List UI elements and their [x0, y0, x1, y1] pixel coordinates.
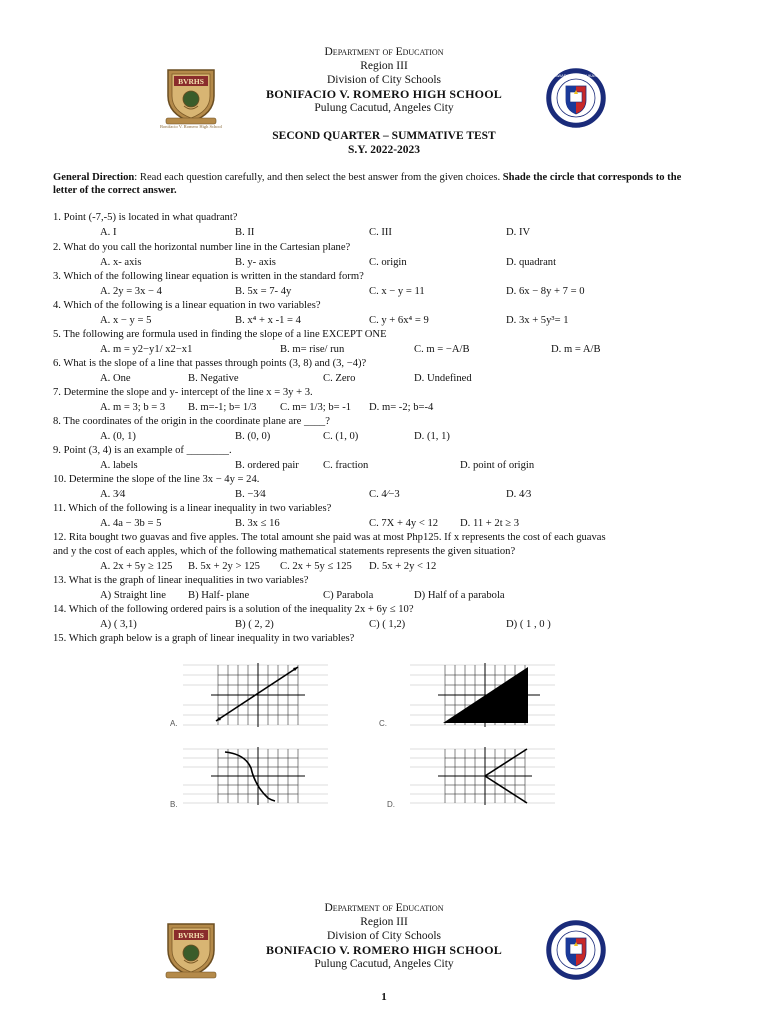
choice-13a[interactable]: A) Straight line — [100, 590, 166, 601]
direction-label: General Direction — [53, 172, 135, 183]
choice-3b[interactable]: B. 5x = 7- 4y — [235, 286, 292, 297]
choice-1a[interactable]: A. I — [100, 227, 117, 238]
choice-7b[interactable]: B. m=-1; b= 1/3 — [188, 402, 257, 413]
choice-9d[interactable]: D. point of origin — [460, 460, 535, 471]
graph-a-svg — [183, 661, 328, 729]
graph-b-label: B. — [170, 800, 178, 809]
graph-a[interactable] — [183, 661, 328, 729]
choice-4c[interactable]: C. y + 6x⁴ = 9 — [369, 315, 429, 326]
question-5: 5. The following are formula used in finding the slope of a line EXCEPT ONE — [53, 329, 387, 340]
choice-5b[interactable]: B. m= rise/ run — [280, 344, 345, 355]
question-2: 2. What do you call the horizontal number line in the Cartesian plane? — [53, 242, 351, 253]
choice-10a[interactable]: A. 3⁄4 — [100, 489, 126, 500]
school-name-bottom: BONIFACIO V. ROMERO HIGH SCHOOL — [266, 943, 502, 957]
direction-instruction: Shade the circle that corresponds to the letter of the correct answer. — [53, 172, 682, 196]
choice-1c[interactable]: C. III — [369, 227, 392, 238]
choice-4a[interactable]: A. x − y = 5 — [100, 315, 152, 326]
choice-12b[interactable]: B. 5x + 2y > 125 — [188, 561, 260, 572]
choice-11d[interactable]: D. 11 + 2t ≥ 3 — [460, 518, 520, 529]
choice-14d[interactable]: D) ( 1 , 0 ) — [506, 619, 551, 630]
choice-7a[interactable]: A. m = 3; b = 3 — [100, 402, 166, 413]
deped-ring-text: KAGAWARAN NG EDUKASYON — [546, 73, 606, 78]
choice-13d[interactable]: D) Half of a parabola — [414, 590, 505, 601]
choice-6b[interactable]: B. Negative — [188, 373, 239, 384]
school-logo-text: BVRHS — [178, 77, 204, 86]
choice-10b[interactable]: B. −3⁄4 — [235, 489, 266, 500]
deped-logo-bottom — [546, 920, 606, 980]
graph-a-label: A. — [170, 719, 178, 728]
test-title — [0, 129, 768, 157]
choice-9a[interactable]: A. labels — [100, 460, 138, 471]
choice-7c[interactable]: C. m= 1/3; b= -1 — [280, 402, 352, 413]
choice-10c[interactable]: C. 4⁄−3 — [369, 489, 400, 500]
question-6: 6. What is the slope of a line that passes through points (3, 8) and (3, −4)? — [53, 358, 367, 369]
school-logo-sub: Bonifacio V. Romero High School — [160, 124, 222, 129]
choice-2d[interactable]: D. quadrant — [506, 257, 557, 268]
choice-3a[interactable]: A. 2y = 3x − 4 — [100, 286, 162, 297]
region-bottom: Region III — [360, 916, 408, 928]
direction-text: : Read each question carefully, and then select the best answer from the given choices. — [134, 172, 503, 183]
question-1: 1. Point (-7,-5) is located in what quadrant? — [53, 212, 238, 223]
choice-12a[interactable]: A. 2x + 5y ≥ 125 — [100, 561, 173, 572]
graph-d[interactable] — [410, 746, 555, 806]
graph-c[interactable] — [410, 661, 555, 729]
graph-d-svg — [410, 746, 555, 806]
school-logo-text-bottom: BVRHS — [178, 931, 204, 940]
header-bottom — [0, 901, 768, 971]
choice-9c[interactable]: C. fraction — [323, 460, 369, 471]
dept-name: Department of Education — [324, 46, 444, 58]
graph-b[interactable] — [183, 746, 328, 806]
choice-8c[interactable]: C. (1, 0) — [323, 431, 359, 442]
choice-2c[interactable]: C. origin — [369, 257, 407, 268]
test-title-line1: SECOND QUARTER – SUMMATIVE TEST — [272, 130, 496, 142]
general-direction — [53, 171, 703, 197]
division: Division of City Schools — [326, 74, 442, 86]
question-3: 3. Which of the following linear equation is written in the standard form? — [53, 271, 364, 282]
choice-10d[interactable]: D. 4⁄3 — [506, 489, 532, 500]
choice-14a[interactable]: A) ( 3,1) — [100, 619, 137, 630]
choice-4b[interactable]: B. x⁴ + x -1 = 4 — [235, 315, 301, 326]
question-12-cont: and y the cost of each apples, which of the following mathematical statements represents the given situation? — [53, 546, 516, 557]
choice-11c[interactable]: C. 7X + 4y < 12 — [369, 518, 439, 529]
question-4: 4. Which of the following is a linear equation in two variables? — [53, 300, 321, 311]
choice-7d[interactable]: D. m= -2; b=-4 — [369, 402, 434, 413]
choice-8d[interactable]: D. (1, 1) — [414, 431, 450, 442]
choice-3d[interactable]: D. 6x − 8y + 7 = 0 — [506, 286, 585, 297]
choice-8a[interactable]: A. (0, 1) — [100, 431, 136, 442]
choice-13b[interactable]: B) Half- plane — [188, 590, 250, 601]
choice-3c[interactable]: C. x − y = 11 — [369, 286, 425, 297]
question-10: 10. Determine the slope of the line 3x − 4y = 24. — [53, 474, 260, 485]
choice-9b[interactable]: B. ordered pair — [235, 460, 299, 471]
deped-logo — [546, 68, 606, 128]
choice-13c[interactable]: C) Parabola — [323, 590, 374, 601]
choice-12c[interactable]: C. 2x + 5y ≤ 125 — [280, 561, 352, 572]
dept-name-bottom: Department of Education — [324, 902, 444, 914]
choice-11a[interactable]: A. 4a − 3b = 5 — [100, 518, 162, 529]
school-address: Pulung Cacutud, Angeles City — [314, 102, 454, 114]
page-number: 1 — [381, 991, 387, 1003]
choice-11b[interactable]: B. 3x ≤ 16 — [235, 518, 280, 529]
choice-1d[interactable]: D. IV — [506, 227, 531, 238]
choice-5c[interactable]: C. m = −A/B — [414, 344, 470, 355]
school-address-bottom: Pulung Cacutud, Angeles City — [314, 958, 454, 970]
division-bottom: Division of City Schools — [326, 930, 442, 942]
graph-b-svg — [183, 746, 328, 806]
question-11: 11. Which of the following is a linear inequality in two variables? — [53, 503, 332, 514]
question-13: 13. What is the graph of linear inequalities in two variables? — [53, 575, 309, 586]
header-top — [0, 45, 768, 115]
choice-14b[interactable]: B) ( 2, 2) — [235, 619, 274, 630]
school-logo — [162, 66, 220, 128]
choice-4d[interactable]: D. 3x + 5y³= 1 — [506, 315, 569, 326]
choice-2a[interactable]: A. x- axis — [100, 257, 142, 268]
question-12: 12. Rita bought two guavas and five apples. The total amount she paid was at most Php125. If x represents the cost of each guavas — [53, 532, 606, 543]
question-15: 15. Which graph below is a graph of linear inequality in two variables? — [53, 633, 355, 644]
choice-5d[interactable]: D. m = A/B — [551, 344, 601, 355]
graph-c-svg — [410, 661, 555, 729]
choice-6d[interactable]: D. Undefined — [414, 373, 472, 384]
graph-c-label: C. — [379, 719, 387, 728]
choice-1b[interactable]: B. II — [235, 227, 255, 238]
school-name: BONIFACIO V. ROMERO HIGH SCHOOL — [266, 87, 502, 101]
question-8: 8. The coordinates of the origin in the coordinate plane are ____? — [53, 416, 330, 427]
choice-2b[interactable]: B. y- axis — [235, 257, 276, 268]
school-year: S.Y. 2022-2023 — [347, 144, 421, 156]
choice-8b[interactable]: B. (0, 0) — [235, 431, 271, 442]
choice-5a[interactable]: A. m = y2−y1/ x2−x1 — [100, 344, 193, 355]
choice-6a[interactable]: A. One — [100, 373, 131, 384]
question-14: 14. Which of the following ordered pairs is a solution of the inequality 2x + 6y ≤ 10? — [53, 604, 414, 615]
question-7: 7. Determine the slope and y- intercept of the line x = 3y + 3. — [53, 387, 313, 398]
choice-12d[interactable]: D. 5x + 2y < 12 — [369, 561, 437, 572]
graph-d-label: D. — [387, 800, 395, 809]
question-9: 9. Point (3, 4) is an example of ________. — [53, 445, 232, 456]
choice-6c[interactable]: C. Zero — [323, 373, 356, 384]
choice-14c[interactable]: C) ( 1,2) — [369, 619, 406, 630]
region: Region III — [360, 60, 408, 72]
school-logo-bottom — [162, 920, 220, 982]
